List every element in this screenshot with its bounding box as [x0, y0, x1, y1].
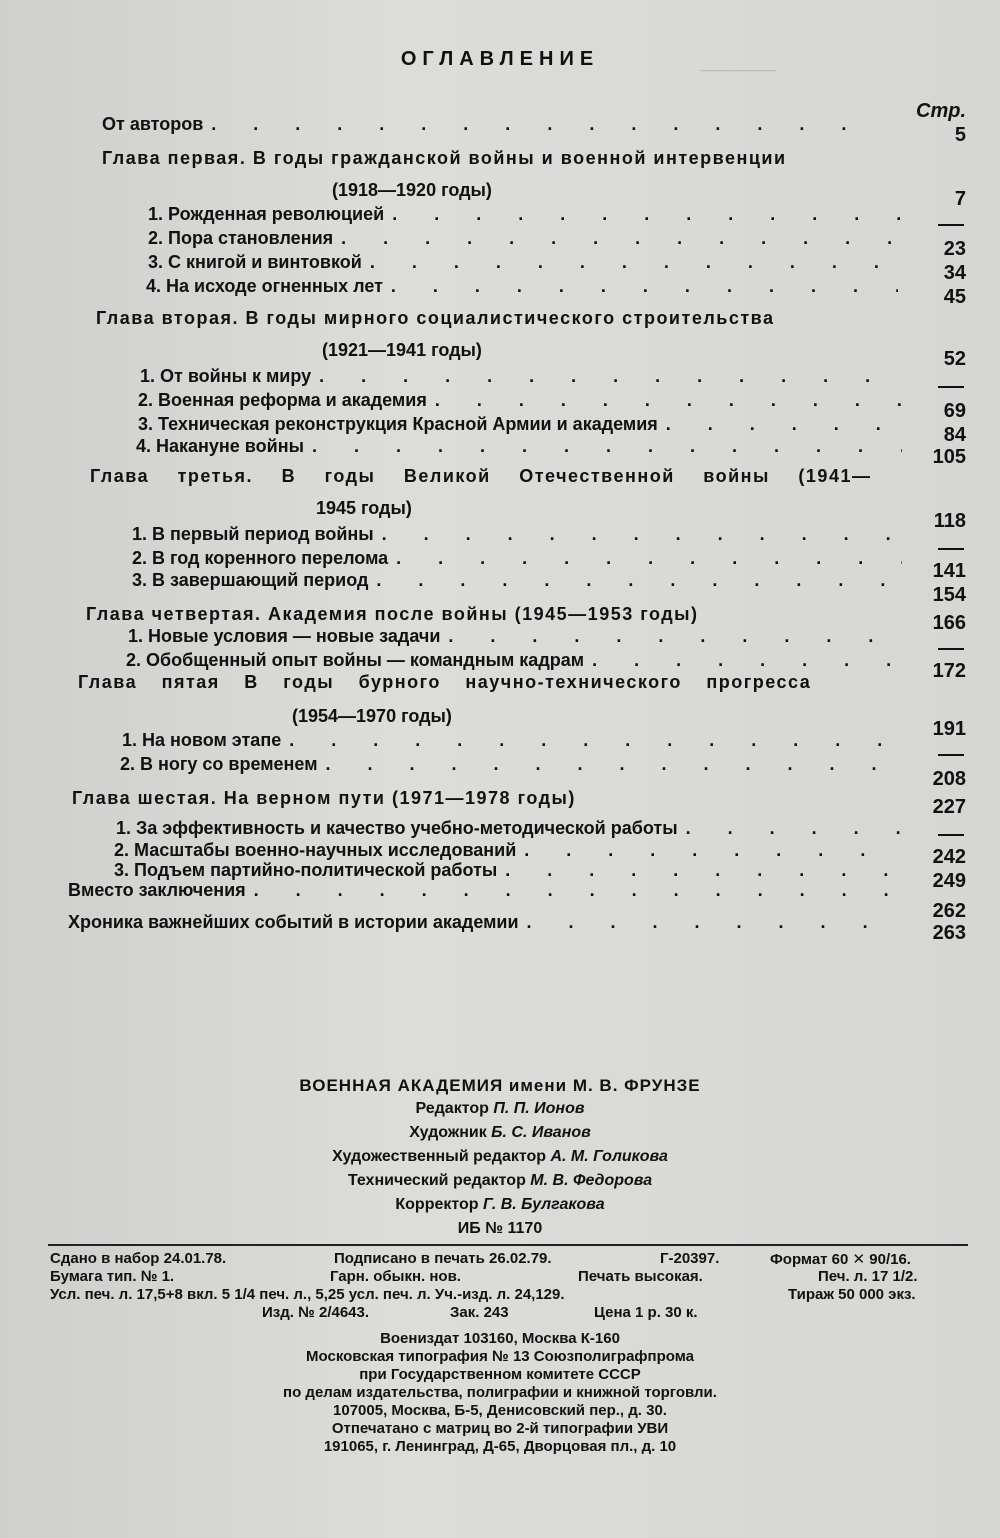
toc-entry: 2. В год коренного перелома . . . [132, 548, 910, 572]
toc-page-number: 52 [943, 348, 966, 370]
chapter-heading: Глава четвертая. Академия после войны (1945—1953 годы) [86, 604, 699, 624]
chapter-heading: Глава шестая. На верном пути (1971—1978 годы) [72, 788, 576, 808]
toc-entry: 2. Обобщенный опыт войны — командным кадрам . . . [126, 650, 910, 674]
toc-entry: 1. Новые условия — новые задачи . . . [128, 626, 910, 650]
credit-artist: Художник Б. С. Иванов [409, 1124, 591, 1141]
imprint-text: Отпечатано с матриц во 2-й типографии УВИ [331, 1420, 669, 1437]
imprint-rule [48, 1244, 968, 1246]
toc-page-number: 84 [943, 424, 966, 446]
chapter-years: 1945 годы) [316, 498, 412, 518]
imprint-text: Гарн. обыкн. нов. [330, 1268, 461, 1285]
toc-entry: Вместо заключения . . . [68, 880, 910, 904]
toc-dash [938, 224, 964, 226]
toc-page-number: 34 [943, 262, 966, 284]
toc-entry: 2. В ногу со временем . . . [120, 754, 910, 778]
imprint-text: Воениздат 103160, Москва К-160 [380, 1330, 620, 1347]
book-name: ВОЕННАЯ АКАДЕМИЯ имени М. В. ФРУНЗЕ [299, 1076, 701, 1095]
toc-page-number: 172 [932, 660, 966, 682]
toc-entry: 1. Рожденная революцией . . . [148, 204, 908, 228]
chapter-years: (1918—1920 годы) [332, 180, 492, 200]
chapter-heading: Глава вторая. В годы мирного социалистического строительства [96, 308, 775, 328]
page-column-label: Стр. [916, 100, 966, 122]
toc-page-number: 166 [932, 612, 966, 634]
imprint-text: Г-20397. [660, 1250, 720, 1267]
toc-entry: 2. Военная реформа и академия . . . [138, 390, 910, 414]
imprint-text: Печать высокая. [578, 1268, 703, 1285]
toc-entry: 3. С книгой и винтовкой . . . [148, 252, 908, 276]
toc-page-number: 118 [933, 510, 966, 532]
toc-page-number: 154 [932, 584, 966, 606]
toc-entry: 1. В первый период войны . . . [132, 524, 910, 548]
credit-art-editor: Художественный редактор А. М. Голикова [332, 1148, 668, 1165]
toc-dash [938, 754, 964, 756]
toc-entry: Хроника важнейших событий в истории академии . . . [68, 912, 910, 936]
page-title: ОГЛАВЛЕНИЕ [400, 48, 600, 70]
toc-page-number: 191 [932, 718, 966, 740]
chapter-heading: Глава пятая В годы бурного научно-технического прогресса [78, 672, 812, 692]
bleed-through-text: ────── [700, 60, 777, 80]
imprint-text: Московская типография № 13 Союзполиграфпрома [306, 1348, 694, 1365]
ib-number: ИБ № 1170 [457, 1220, 543, 1237]
toc-entry: 3. В завершающий период . . . [132, 570, 910, 594]
toc-page-number: 262 [932, 900, 966, 922]
chapter-years: (1954—1970 годы) [292, 706, 452, 726]
toc-page-number: 105 [932, 446, 966, 468]
toc-entry: 1. На новом этапе . . . [122, 730, 910, 754]
toc-page-number: 263 [932, 922, 966, 944]
imprint-text: Формат 60 ✕ 90/16. [770, 1251, 911, 1268]
toc-dash [938, 386, 964, 388]
imprint-text: Усл. печ. л. 17,5+8 вкл. 5 1/4 печ. л., 5,25 усл. печ. л. Уч.-изд. л. 24,129. [50, 1286, 565, 1303]
imprint-text: Цена 1 р. 30 к. [594, 1304, 698, 1321]
imprint-text: Бумага тип. № 1. [50, 1268, 175, 1285]
toc-page-number: 242 [932, 846, 966, 868]
chapter-heading: Глава первая. В годы гражданской войны и военной интервенции [102, 148, 787, 168]
toc-page-number: 45 [943, 286, 966, 308]
toc-entry: От авторов . . . [102, 114, 892, 138]
chapter-years: (1921—1941 годы) [322, 340, 482, 360]
imprint-text: Печ. л. 17 1/2. [818, 1268, 918, 1285]
chapter-heading: Глава третья. В годы Великой Отечественной войны (1941— [90, 466, 872, 486]
toc-entry: 2. Масштабы военно-научных исследований . . . [114, 840, 910, 864]
imprint-text: 191065, г. Ленинград, Д-65, Дворцовая пл., д. 10 [323, 1438, 677, 1455]
toc-entry: 4. Накануне войны . . . [136, 436, 910, 460]
toc-page-number: 208 [932, 768, 966, 790]
credit-proofreader: Корректор Г. В. Булгакова [395, 1196, 605, 1213]
toc-entry: 3. Техническая реконструкция Красной Армии и академия . . . [138, 414, 910, 438]
imprint-text: Тираж 50 000 экз. [788, 1286, 916, 1303]
toc-entry: 2. Пора становления . . . [148, 228, 908, 252]
toc-entry: 4. На исходе огненных лет . . . [146, 276, 906, 300]
toc-page-number: 249 [932, 870, 966, 892]
toc-entry: 1. От войны к миру . . . [140, 366, 910, 390]
imprint-text: Изд. № 2/4643. [262, 1304, 370, 1321]
imprint-text: по делам издательства, полиграфии и книжной торговли. [283, 1384, 717, 1401]
toc-entry: 3. Подъем партийно-политической работы . . . [114, 860, 910, 884]
toc-page-number: 23 [943, 238, 966, 260]
credit-tech-editor: Технический редактор М. В. Федорова [347, 1172, 653, 1189]
imprint-text: при Государственном комитете СССР [359, 1366, 641, 1383]
toc-page-number: 7 [954, 188, 966, 210]
toc-dash [938, 834, 964, 836]
toc-dash [938, 648, 964, 650]
toc-page-number: 227 [932, 796, 966, 818]
toc-dash [938, 548, 964, 550]
toc-page-number: 5 [954, 124, 966, 146]
imprint-text: Подписано в печать 26.02.79. [334, 1250, 552, 1267]
toc-page-number: 69 [943, 400, 966, 422]
toc-entry: 1. За эффективность и качество учебно-методической работы . . . [116, 818, 910, 842]
imprint-text: 107005, Москва, Б-5, Денисовский пер., д. 30. [333, 1402, 667, 1419]
toc-page-number: 141 [932, 560, 966, 582]
credit-editor: Редактор П. П. Ионов [415, 1100, 585, 1117]
imprint-text: Сдано в набор 24.01.78. [50, 1250, 227, 1267]
imprint-text: Зак. 243 [450, 1304, 509, 1321]
